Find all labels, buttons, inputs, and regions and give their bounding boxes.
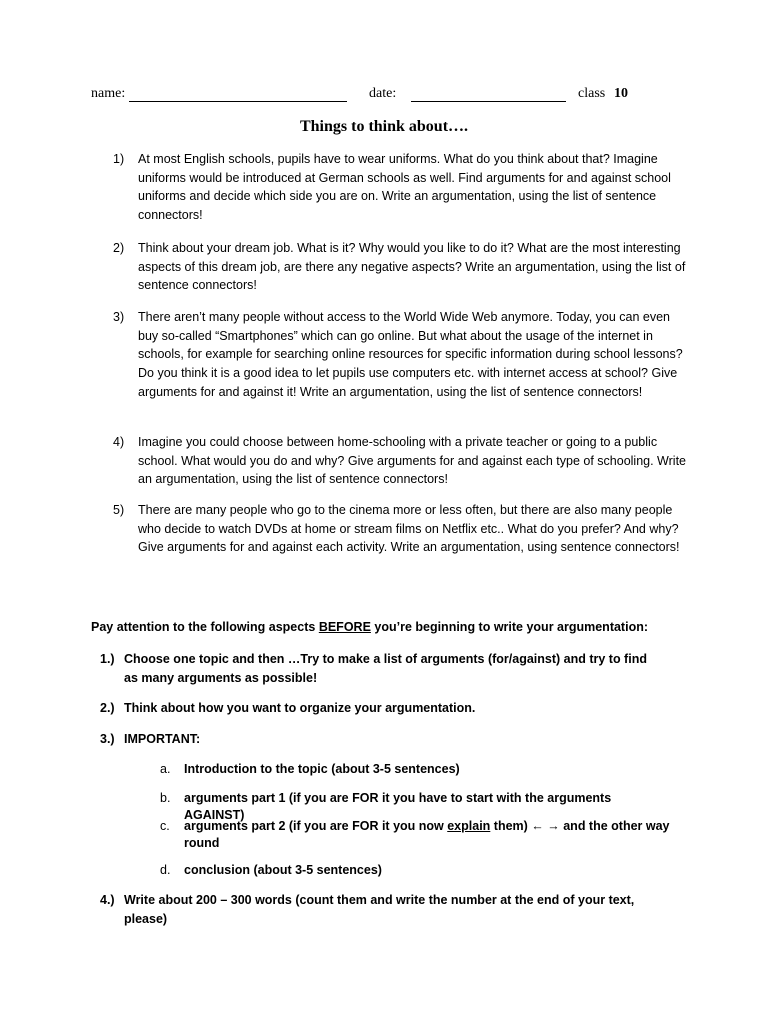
name-blank-line[interactable] (129, 101, 347, 102)
topic-number: 3) (113, 310, 125, 324)
aspect-number: 4.) (100, 893, 115, 907)
pay-attention-heading (91, 618, 711, 636)
topic-text: Think about your dream job. What is it? Why would you like to do it? What are the most interesting aspects of this dream job, are there any negative aspects? Write an argumentation, using the list of sentence connectors! (138, 241, 686, 293)
aspect-number: 1.) (100, 652, 115, 666)
aspect-text: Choose one topic and then …Try to make a list of arguments (for/against) and try to find as many arguments as possible! (124, 652, 647, 685)
subitem-text (184, 818, 674, 851)
topic-text: There aren’t many people without access to the World Wide Web anymore. Today, you can even buy so-called “Smartphones” which can go online. But what about the usage of the internet in schools, for example for searching online resources for specific information during school lessons? Do you think it is a good idea to let pupils use computers etc. with internet access at school? Give arguments for and against it! Write an argumentation, using the list of sentence connectors! (138, 310, 683, 399)
topic-text: There are many people who go to the cinema more or less often, but there are also many people who decide to watch DVDs at home or stream films on Netflix etc.. What do you prefer? And why? Give arguments for and against each activity. Write an argumentation, using sentence connectors! (138, 503, 680, 555)
subitem-text-underlined: explain (447, 819, 491, 833)
subitem-letter: a. (160, 762, 171, 776)
subitem-text: arguments part 1 (if you are FOR it you have to start with the arguments AGAINST) (184, 791, 612, 822)
aspect-number: 2.) (100, 701, 115, 715)
aspect-text-bold: Write about 200 – 300 words (124, 893, 292, 907)
subitem-text-after: them) ← → and the other way round (184, 819, 670, 850)
student-info-header (91, 86, 691, 106)
aspect-text-rest: (count them and write the number at the end of your text, please) (124, 893, 635, 926)
page-title: Things to think about…. (299, 118, 469, 135)
subitem-text: Introduction to the topic (about 3-5 sentences) (184, 762, 460, 776)
date-label: date: (369, 86, 397, 101)
pay-attention-before: Pay attention to the following aspects (91, 620, 319, 634)
topic-text: At most English schools, pupils have to wear uniforms. What do you think about that? Imagine uniforms would be introduced at German schools as well. Find arguments for and against school uniforms and decide which side you are on. Write an argumentation, using the list of sentence connectors! (138, 152, 671, 223)
topic-number: 1) (113, 152, 125, 166)
aspect-number: 3.) (100, 732, 115, 746)
subitem-letter: b. (160, 791, 171, 805)
topic-text: Imagine you could choose between home-schooling with a private teacher or going to a public school. What would you do and why? Give arguments for and against each type of schooling. Write an argumentation, using the list of sentence connectors! (138, 435, 686, 487)
aspect-text (124, 891, 664, 928)
pay-attention-emph: BEFORE (318, 620, 371, 634)
class-label: class (578, 86, 606, 101)
subitem-text: conclusion (about 3-5 sentences) (184, 863, 382, 877)
subitem-letter: d. (160, 863, 171, 877)
subitem-letter: c. (160, 819, 170, 833)
date-blank-line[interactable] (411, 101, 566, 102)
name-label: name: (91, 86, 126, 101)
aspect-text: Think about how you want to organize your argumentation. (124, 701, 476, 715)
class-value: 10 (614, 86, 628, 101)
aspect-text: IMPORTANT: (124, 732, 201, 746)
pay-attention-after: you’re beginning to write your argumentation: (370, 620, 648, 634)
topic-number: 5) (113, 503, 125, 517)
subitem-text-before: arguments part 2 (if you are FOR it you now (184, 819, 448, 833)
topic-number: 2) (113, 241, 125, 255)
topic-number: 4) (113, 435, 125, 449)
